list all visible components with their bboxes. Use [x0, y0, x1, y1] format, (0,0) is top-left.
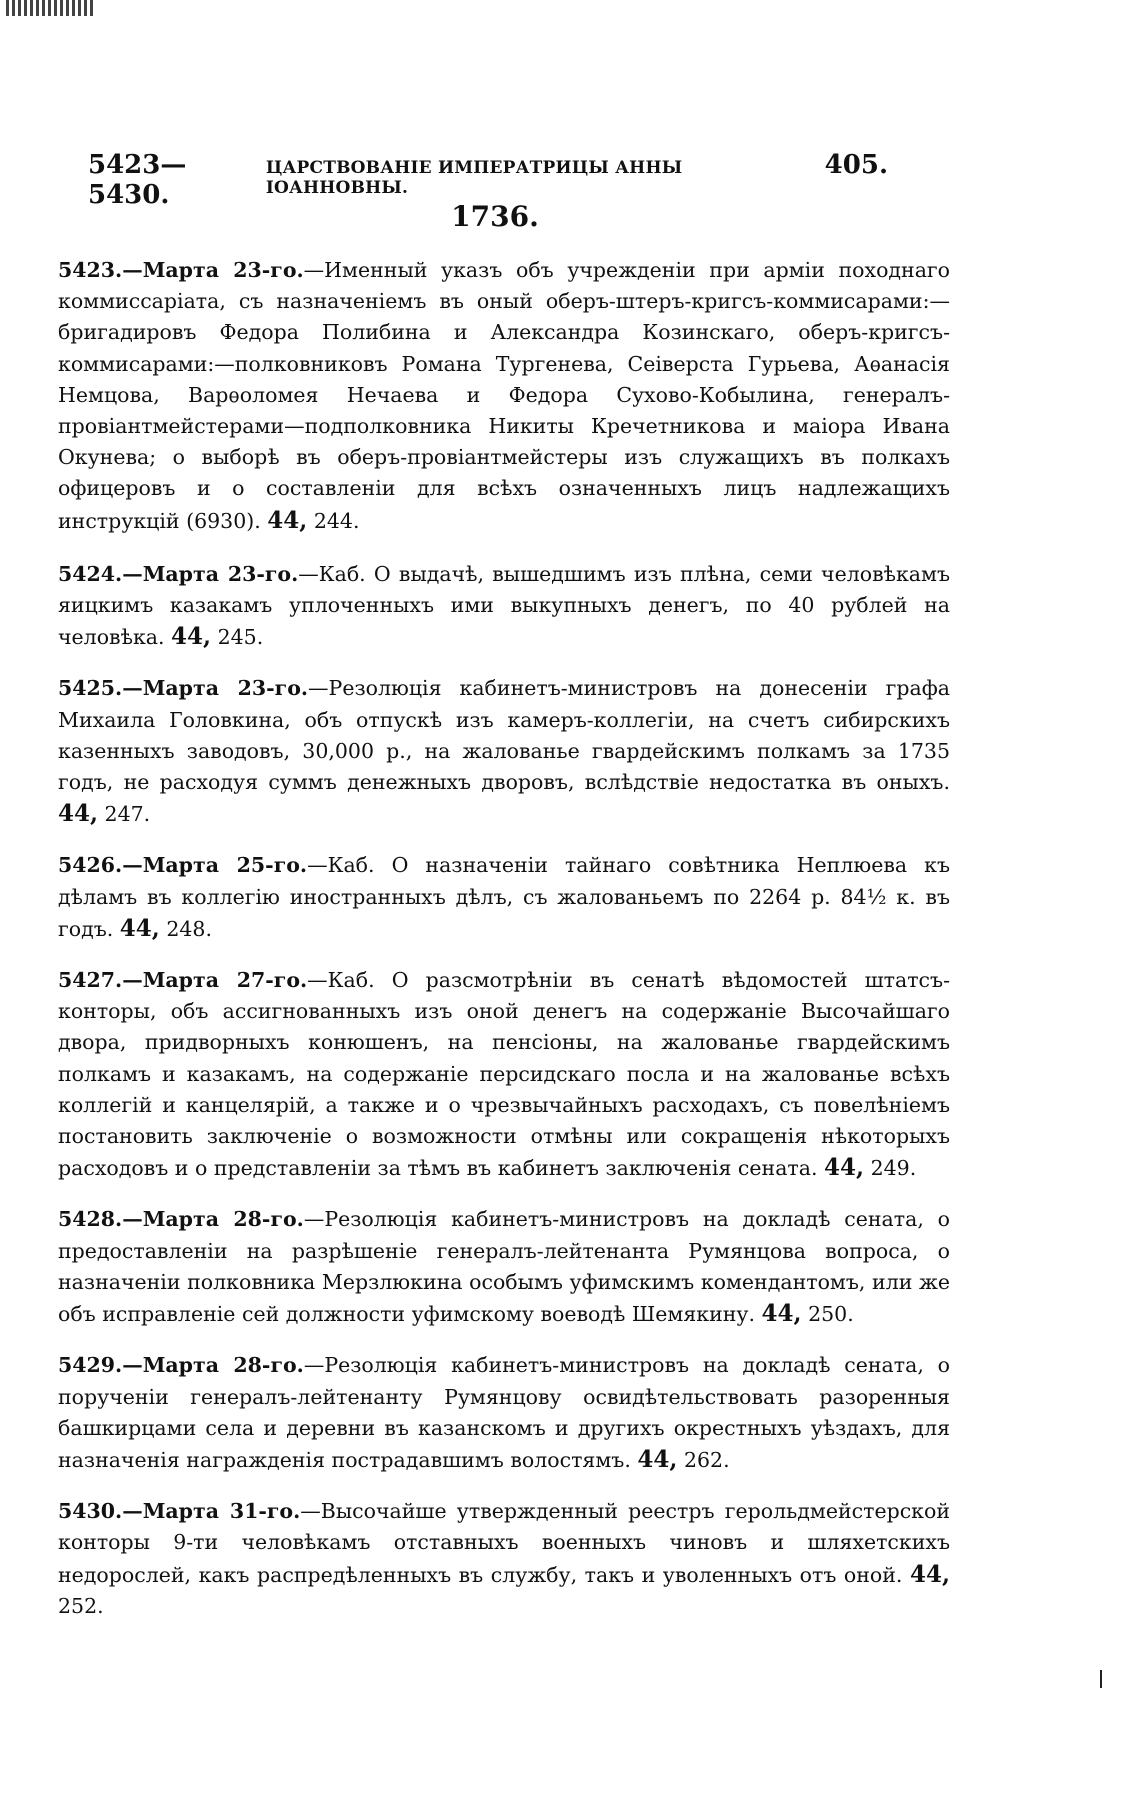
- entry-text: —Каб. О разсмотрѣніи въ сенатѣ вѣдомостей штатсъ-конторы, объ ассигнованныхъ изъ оной денегъ на содержаніе Высочайшаго двора, придворныхъ конюшенъ, на пенсіоны, на жалованье гвардейскимъ полкамъ и казакамъ, на содержаніе персидскаго посла и на жалованье всѣхъ коллегій и канцелярій, а также и о чрезвычайныхъ расходахъ, съ повелѣніемъ постановить заключеніе о возможности отмѣны или сокращенія нѣкоторыхъ расходовъ и о представленіи за тѣмъ въ кабинетъ заключенія сената.: [58, 968, 951, 1181]
- header-entry-range: 5423—5430.: [88, 150, 187, 210]
- entry-list: [58, 255, 950, 1642]
- entry-page-ref: 252.: [58, 1593, 104, 1618]
- entry-number: 5429.: [58, 1353, 123, 1378]
- entry-date: —Марта 23-го.: [122, 676, 309, 701]
- scan-edge-mark: [1100, 1670, 1102, 1688]
- entry: [58, 673, 950, 830]
- entry-volume-ref: 44,: [58, 800, 99, 828]
- entry-date: —Марта 27-го.: [122, 968, 308, 993]
- entry-text: —Резолюція кабинетъ-министровъ на докладѣ сената, о порученіи генералъ-лейтенанту Румянцову освидѣтельствовать разоренныя башкирцами села и деревни въ казанскомъ и другихъ окрестныхъ уѣздахъ, для назначенія награжденія пострадавшимъ волостямъ.: [58, 1353, 950, 1472]
- entry-page-ref: 248.: [166, 916, 212, 941]
- entry-date: —Марта 28-го.: [122, 1207, 304, 1232]
- entry-number: 5424.: [58, 561, 123, 586]
- entry: [58, 255, 950, 537]
- entry: [58, 559, 950, 654]
- entry-date: —Марта 28-го.: [122, 1353, 304, 1378]
- entry: [58, 1496, 950, 1622]
- entry-text: —Высочайше утвержденный реестръ герольдмейстерской конторы 9-ти человѣкамъ отставныхъ военныхъ чиновъ и шляхетскихъ недорослей, какъ распредѣленныхъ въ службу, такъ и уволенныхъ отъ оной.: [58, 1499, 950, 1587]
- entry-date: —Марта 23-го.: [122, 258, 304, 282]
- entry-number: 5426.: [58, 853, 123, 878]
- entry-text: —Резолюція кабинетъ-министровъ на донесеніи графа Михаила Головкина, объ отпускѣ изъ камеръ-коллегіи, на счетъ сибирскихъ казенныхъ заводовъ, 30,000 р., на жалованье гвардейскимъ полкамъ за 1735 годъ, не расходуя суммъ денежныхъ дворовъ, вслѣдствіе недостатка въ оныхъ.: [58, 676, 950, 795]
- entry-volume-ref: 44,: [267, 506, 308, 534]
- entry-number: 5425.: [58, 676, 123, 701]
- entry-date: —Марта 31-го.: [122, 1499, 301, 1524]
- header-page-number: 405.: [824, 150, 888, 180]
- entry-text: —Каб. О выдачѣ, вышедшимъ изъ плѣна, семи человѣкамъ яицкимъ казакамъ уплоченныхъ ими выкупныхъ денегъ, по 40 рублей на человѣка.: [58, 561, 951, 650]
- entry: [58, 965, 950, 1184]
- entry-number: 5423.: [58, 258, 123, 282]
- entry-text: —Каб. О назначеніи тайнаго совѣтника Неплюева къ дѣламъ въ коллегію иностранныхъ дѣлъ, съ жалованьемъ по 2264 р. 84½ к. въ годъ.: [58, 853, 950, 941]
- entry: [58, 1204, 950, 1330]
- year-heading: 1736.: [451, 200, 539, 233]
- entry-volume-ref: 44,: [909, 1560, 950, 1588]
- entry-number: 5427.: [58, 968, 123, 993]
- entry-page-ref: 247.: [104, 802, 151, 827]
- entry-page-ref: 244.: [313, 508, 360, 533]
- page-header: [88, 150, 888, 210]
- entry-number: 5430.: [58, 1499, 123, 1524]
- entry-text: —Именный указъ объ учрежденіи при арміи походнаго коммиссаріата, съ назначеніемъ въ оный оберъ-штеръ-кригсъ-коммисарами:—бригадировъ Федора Полибина и Александра Козинскаго, оберъ-кригсъ-коммисарами:—полковниковъ Романа Тургенева, Сеіверста Гурьева, Аѳанасія Немцова, Варѳоломея Нечаева и Федора Сухово-Кобылина, генералъ-провіантмейстерами—подполковника Никиты Кречетникова и маіора Ивана Окунева; о выборѣ въ оберъ-провіантмейстеры изъ служащихъ въ полкахъ офицеровъ и о составленіи для всѣхъ означенныхъ лицъ надлежащихъ инструкцій (6930).: [58, 258, 951, 533]
- entry-number: 5428.: [58, 1207, 123, 1232]
- entry-volume-ref: 44,: [761, 1300, 802, 1328]
- entry-date: —Марта 23-го.: [122, 561, 299, 586]
- entry-page-ref: 249.: [870, 1156, 917, 1181]
- entry-volume-ref: 44,: [119, 914, 160, 942]
- entry: [58, 1350, 950, 1476]
- entry-volume-ref: 44,: [637, 1445, 678, 1473]
- entry-text: —Резолюція кабинетъ-министровъ на докладѣ сената, о предоставленіи на разрѣшеніе генералъ-лейтенанта Румянцова вопроса, о назначеніи полковника Мерзлюкина особымъ уфимскимъ комендантомъ, или же объ исправленіе сей должности уфимскому воеводѣ Шемякину.: [58, 1207, 950, 1327]
- entry: [58, 850, 950, 945]
- header-title: ЦАРСТВОВАНІЕ ИМПЕРАТРИЦЫ АННЫ ІОАННОВНЫ.: [265, 158, 683, 198]
- entry-volume-ref: 44,: [171, 623, 212, 651]
- entry-volume-ref: 44,: [824, 1154, 865, 1182]
- entry-page-ref: 262.: [683, 1447, 730, 1472]
- entry-page-ref: 250.: [808, 1302, 854, 1327]
- entry-page-ref: 245.: [217, 625, 264, 650]
- scan-smudge: [6, 0, 96, 16]
- entry-date: —Марта 25-го.: [122, 853, 308, 878]
